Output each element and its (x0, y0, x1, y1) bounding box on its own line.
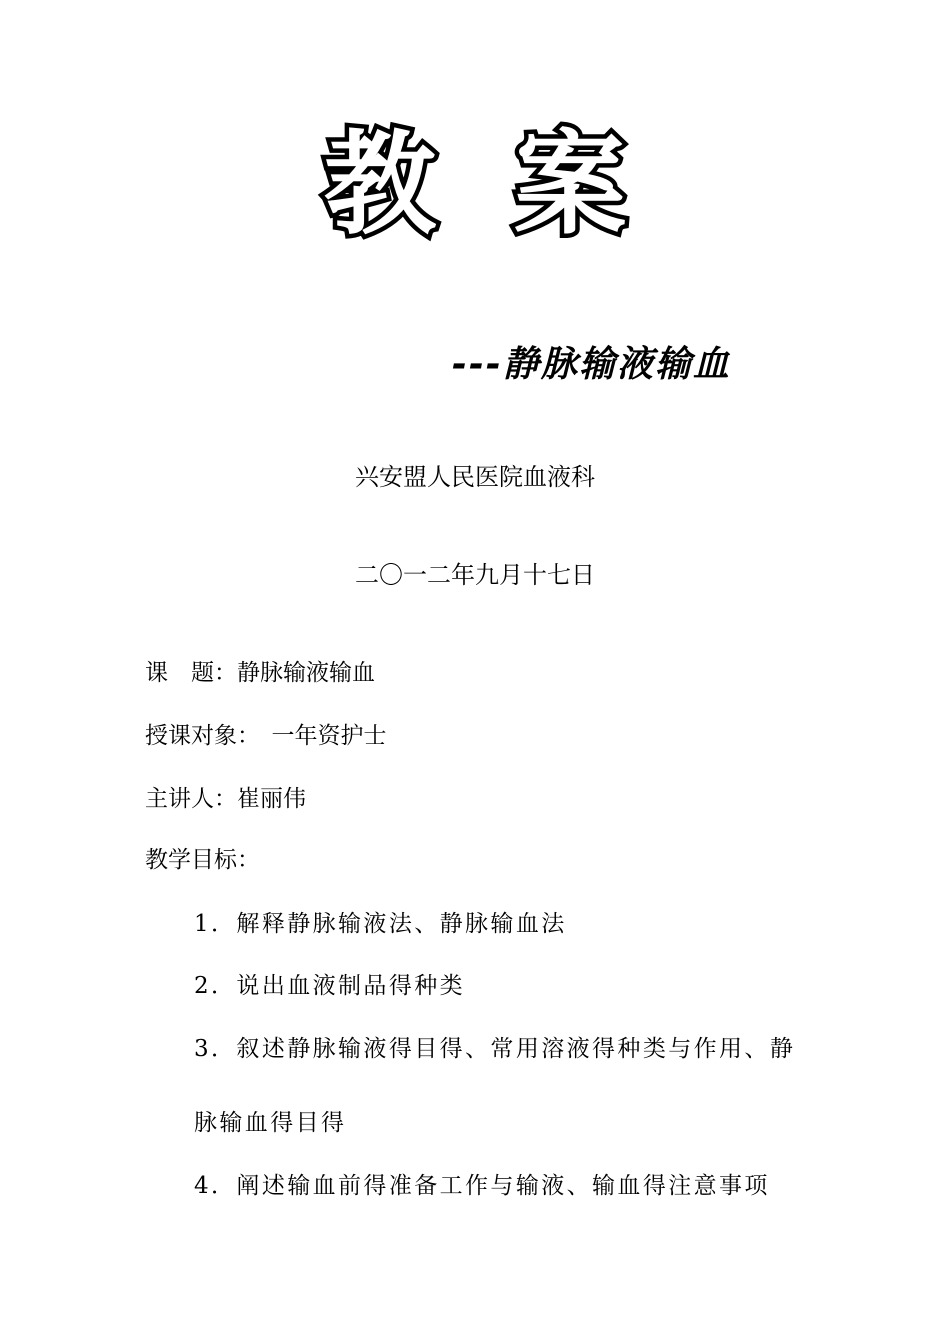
document-date: 二〇一二年九月十七日 (355, 561, 595, 589)
document-subtitle: ---静脉输液输血 (452, 344, 731, 385)
title-char-2: 案 (514, 120, 626, 250)
topic-field (145, 656, 375, 690)
topic-value: 静脉输液输血 (237, 660, 375, 686)
audience-value: 一年资护士 (248, 723, 387, 749)
goals-heading (145, 843, 260, 877)
goal-item-4: 4．阐述输血前得准备工作与输液、输血得注意事项 (194, 1173, 770, 1199)
goals-label: 教学目标： (145, 847, 260, 873)
organization: 兴安盟人民医院血液科 (355, 463, 595, 491)
lecturer-label: 主讲人： (145, 786, 237, 812)
goal-item-3-continued: 脉输血得目得 (194, 1110, 347, 1136)
audience-label: 授课对象： (145, 723, 249, 749)
goal-item-1: 1．解释静脉输液法、静脉输血法 (194, 911, 567, 937)
audience-field (145, 719, 387, 753)
document-title (0, 120, 950, 250)
goal-item-2: 2．说出血液制品得种类 (194, 973, 466, 999)
topic-label: 课 题： (145, 660, 237, 686)
title-char-1: 教 (324, 120, 436, 250)
goal-item-3: 3．叙述静脉输液得目得、常用溶液得种类与作用、静 (194, 1036, 796, 1062)
lecturer-field (145, 782, 306, 816)
lecturer-value: 崔丽伟 (237, 786, 306, 812)
